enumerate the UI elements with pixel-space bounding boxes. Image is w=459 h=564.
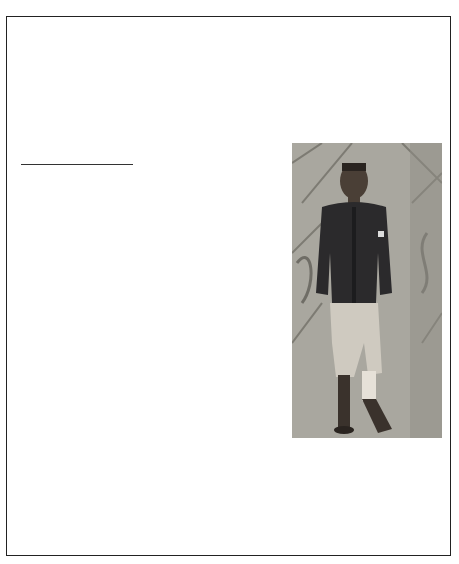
previous-article-snippet bbox=[0, 0, 459, 9]
byline-underline bbox=[21, 164, 133, 165]
article-box bbox=[6, 16, 451, 556]
article-photo bbox=[292, 143, 442, 438]
photo-man-with-injured-leg bbox=[292, 143, 442, 438]
